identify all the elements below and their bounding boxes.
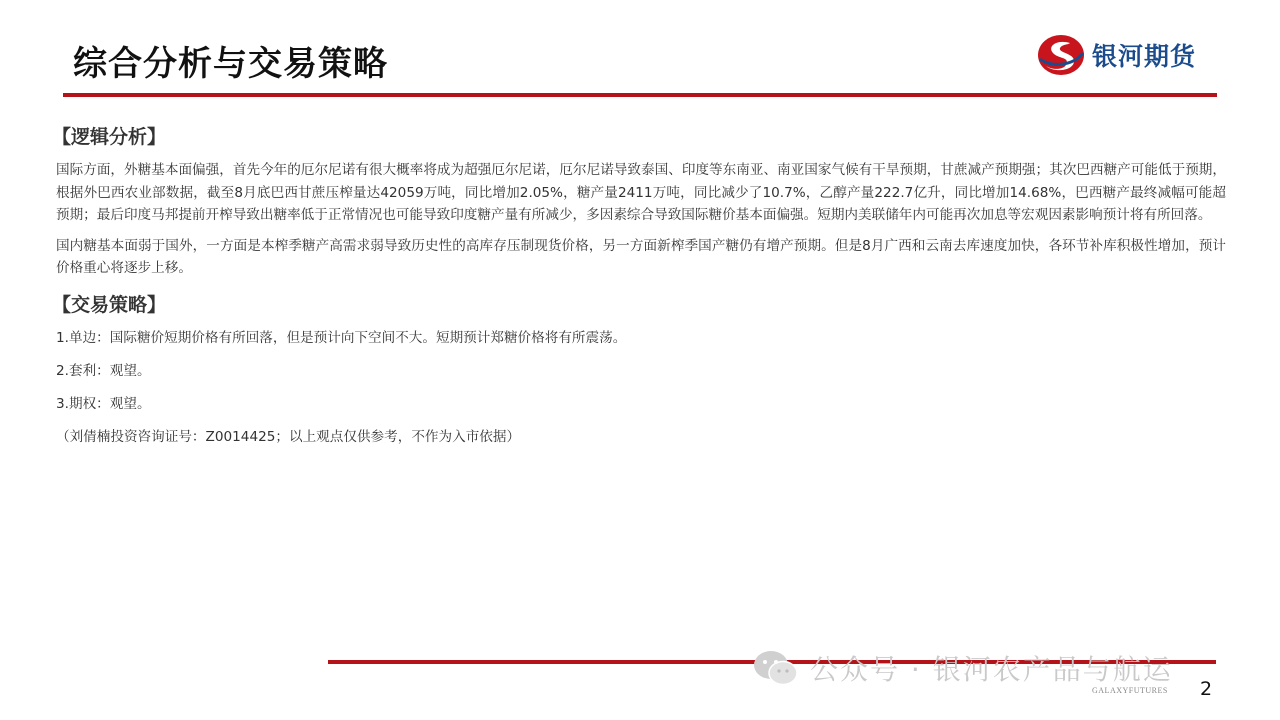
- footer-brand: GALAXYFUTURES: [1092, 686, 1168, 695]
- logic-heading: 【逻辑分析】: [52, 126, 167, 148]
- strategy-heading: 【交易策略】: [52, 293, 167, 316]
- main-content: [52, 122, 1226, 459]
- header-divider: [63, 93, 1217, 97]
- logic-paragraph-domestic: 国内糖基本面弱于国外，一方面是本榨季糖产高需求弱导致历史性的高库存压制现货价格，另一方面新榨季国产糖仍有增产预期。但是8月广西和云南去库速度加快，各环节补库积极性增加，预计价格重心将逐步上移。: [56, 237, 1226, 276]
- strategy-item-arbitrage: 2.套利：观望。: [56, 362, 151, 379]
- disclaimer: （刘倩楠投资咨询证号：Z0014425；以上观点仅供参考，不作为入市依据）: [56, 428, 521, 445]
- watermark-text: 公众号 · 银河农产品与航运: [810, 653, 1173, 686]
- strategy-list: [56, 327, 1226, 448]
- company-logo: [1036, 32, 1196, 78]
- logic-paragraph-international: 国际方面，外糖基本面偏强，首先今年的厄尔尼诺有很大概率将成为超强厄尔尼诺，厄尔尼诺导致泰国、印度等东南亚、南亚国家气候有干旱预期，甘蔗减产预期强；其次巴西糖产可能低于预期，根据外巴西农业部数据，截至8月底巴西甘蔗压榨量达42059万吨，同比增加2.05%，糖产量2411万吨，同比减少了10.7%，乙醇产量222.7亿升，同比增加14.68%，巴西糖产最终减幅可能超预期；最后印度马邦提前开榨导致出糖率低于正常情况也可能导致印度糖产量有所减少，多因素综合导致国际糖价基本面偏强。短期内美联储年内可能再次加息等宏观因素影响预计将有所回落。: [56, 162, 1226, 223]
- strategy-item-single-side: 1.单边：国际糖价短期价格有所回落，但是预计向下空间不大。短期预计郑糖价格将有所震荡。: [56, 329, 627, 346]
- wechat-icon: [752, 648, 800, 688]
- galaxy-logo-icon: [1036, 33, 1086, 77]
- page-number: 2: [1200, 678, 1213, 700]
- strategy-item-options: 3.期权：观望。: [56, 395, 151, 412]
- logo-text: 银河期货: [1092, 42, 1197, 71]
- page-title: 综合分析与交易策略: [73, 44, 388, 84]
- watermark: [752, 646, 1173, 690]
